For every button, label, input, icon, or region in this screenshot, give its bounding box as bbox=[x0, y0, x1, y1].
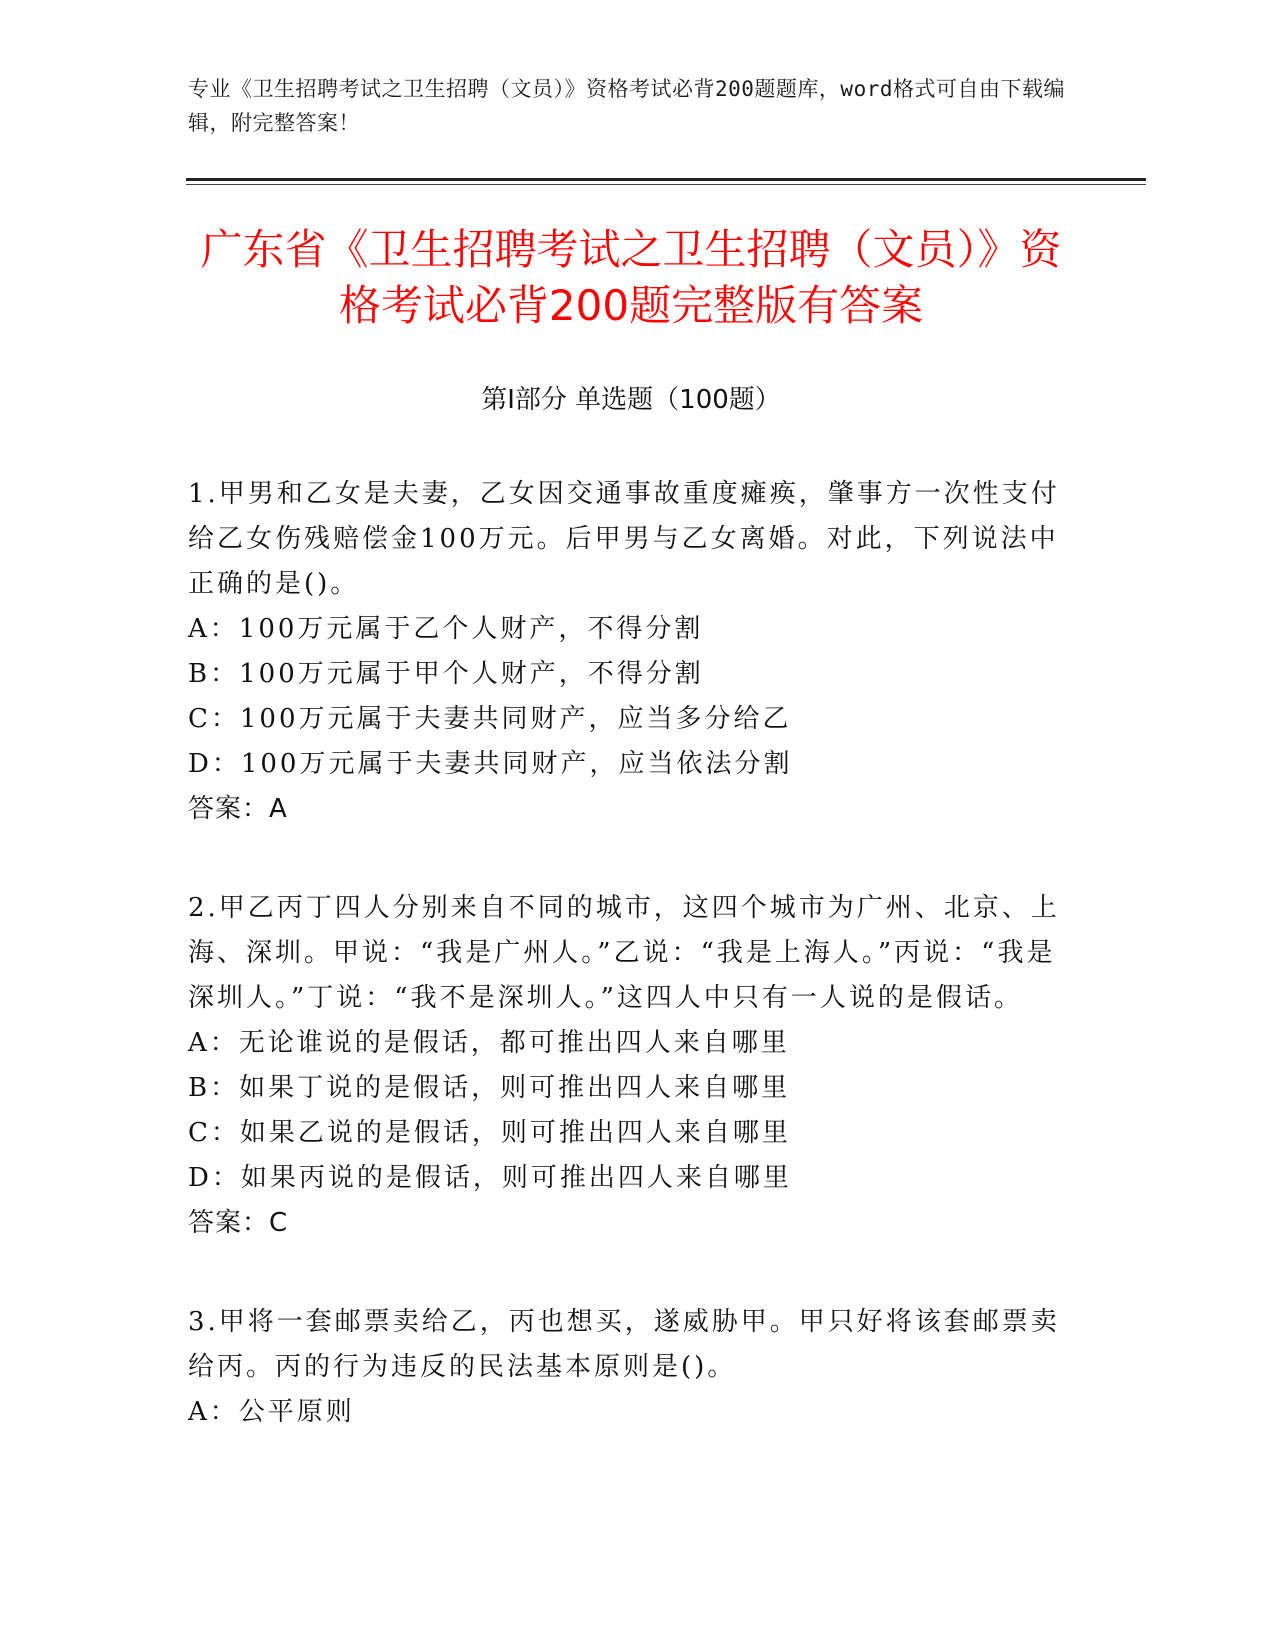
question-stem: 3.甲将一套邮票卖给乙，丙也想买，遂威胁甲。甲只好将该套邮票卖给丙。丙的行为违反的民法基本原则是()。 bbox=[188, 1307, 1060, 1382]
header-divider-thin bbox=[186, 184, 1146, 185]
question-stem: 2.甲乙丙丁四人分别来自不同的城市，这四个城市为广州、北京、上海、深圳。甲说：“我是广州人。”乙说：“我是上海人。”丙说：“我是深圳人。”丁说：“我不是深圳人。”这四人中只有一人说的是假话。 bbox=[188, 893, 1060, 1013]
option-b: B：100万元属于甲个人财产，不得分割 bbox=[188, 659, 704, 689]
header-divider-thick bbox=[186, 178, 1146, 181]
document-title: 广东省《卫生招聘考试之卫生招聘（文员）》资格考试必背200题完整版有答案 bbox=[200, 225, 1062, 330]
option-c: C：100万元属于夫妻共同财产，应当多分给乙 bbox=[188, 704, 792, 734]
option-b: B：如果丁说的是假话，则可推出四人来自哪里 bbox=[188, 1073, 791, 1103]
answer-line: 答案：A bbox=[188, 794, 288, 824]
question-2 bbox=[188, 886, 1068, 1246]
option-d: D：如果丙说的是假话，则可推出四人来自哪里 bbox=[188, 1163, 792, 1193]
question-3 bbox=[188, 1300, 1068, 1435]
answer-line: 答案：C bbox=[188, 1208, 289, 1238]
option-a: A：无论谁说的是假话，都可推出四人来自哪里 bbox=[188, 1028, 790, 1058]
option-a: A：公平原则 bbox=[188, 1397, 355, 1427]
question-1 bbox=[188, 472, 1068, 832]
header-note: 专业《卫生招聘考试之卫生招聘（文员）》资格考试必背200题题库，word格式可自由下载编辑，附完整答案！ bbox=[188, 77, 1065, 135]
section-title: 第Ⅰ部分 单选题（100题） bbox=[481, 385, 781, 415]
option-c: C：如果乙说的是假话，则可推出四人来自哪里 bbox=[188, 1118, 791, 1148]
option-a: A：100万元属于乙个人财产，不得分割 bbox=[188, 614, 704, 644]
question-list bbox=[188, 472, 1068, 1489]
question-stem: 1.甲男和乙女是夫妻，乙女因交通事故重度瘫痪，肇事方一次性支付给乙女伤残赔偿金100万元。后甲男与乙女离婚。对此，下列说法中正确的是()。 bbox=[188, 479, 1060, 599]
option-d: D：100万元属于夫妻共同财产，应当依法分割 bbox=[188, 749, 793, 779]
